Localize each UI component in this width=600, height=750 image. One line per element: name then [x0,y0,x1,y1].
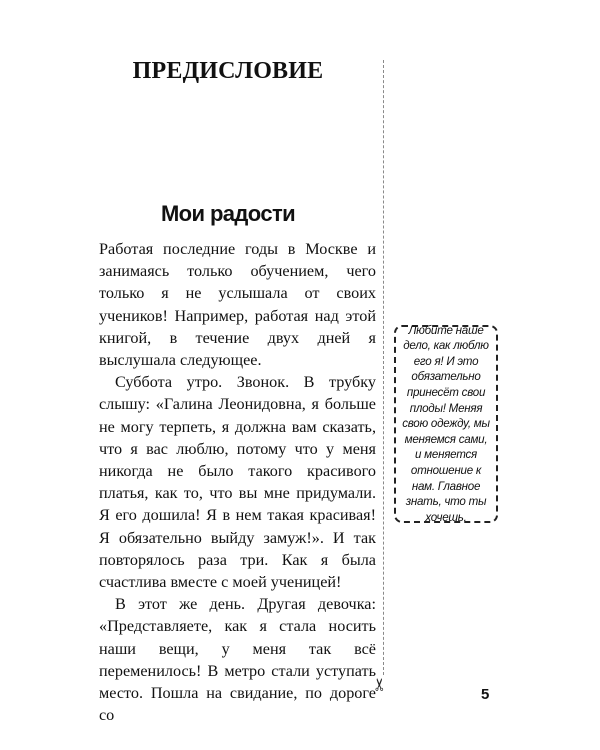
chapter-title: ПРЕДИСЛОВИЕ [132,58,324,84]
paragraph-2: Суббота утро. Звонок. В трубку слышу: «Галина Леонидовна, я больше не могу терпеть, я должна вам сказать, что я вас люблю, потому что у меня никогда не было такого красивого платья, как то, что вы мне придумали. Я его дошила! Я в нем такая красивая! Я обязательно выйду замуж!». И так повторялось раза три. Как я была счастлива вместе с моей ученицей! [99,373,376,592]
cut-line-divider [383,60,384,675]
scissors-icon: ✂ [370,677,391,692]
section-title: Мои радости [160,201,296,226]
sidebar-note-text: Любите наше дело, как люблю его я! И это обязательно принесёт свои плоды! Меняя свою одежду, мы меняемся сами, и меняется отношение к нам. Главное знать, что ты хочешь. [402,323,490,524]
paragraph-1: Работая последние годы в Москве и занимаясь только обучением, чего только я не услышала от своих учеников! Например, работая над этой книгой, в течение двух дней я выслушала следующее. [99,240,376,370]
page-number: 5 [481,686,490,703]
paragraph-3: В этот же день. Другая девочка: «Представляете, как я стала носить наши вещи, у меня так всё переменилось! В метро стали уступать место. Пошла на свидание, по дороге со [99,595,376,725]
sidebar-note-box [394,325,498,523]
body-text [99,238,376,726]
